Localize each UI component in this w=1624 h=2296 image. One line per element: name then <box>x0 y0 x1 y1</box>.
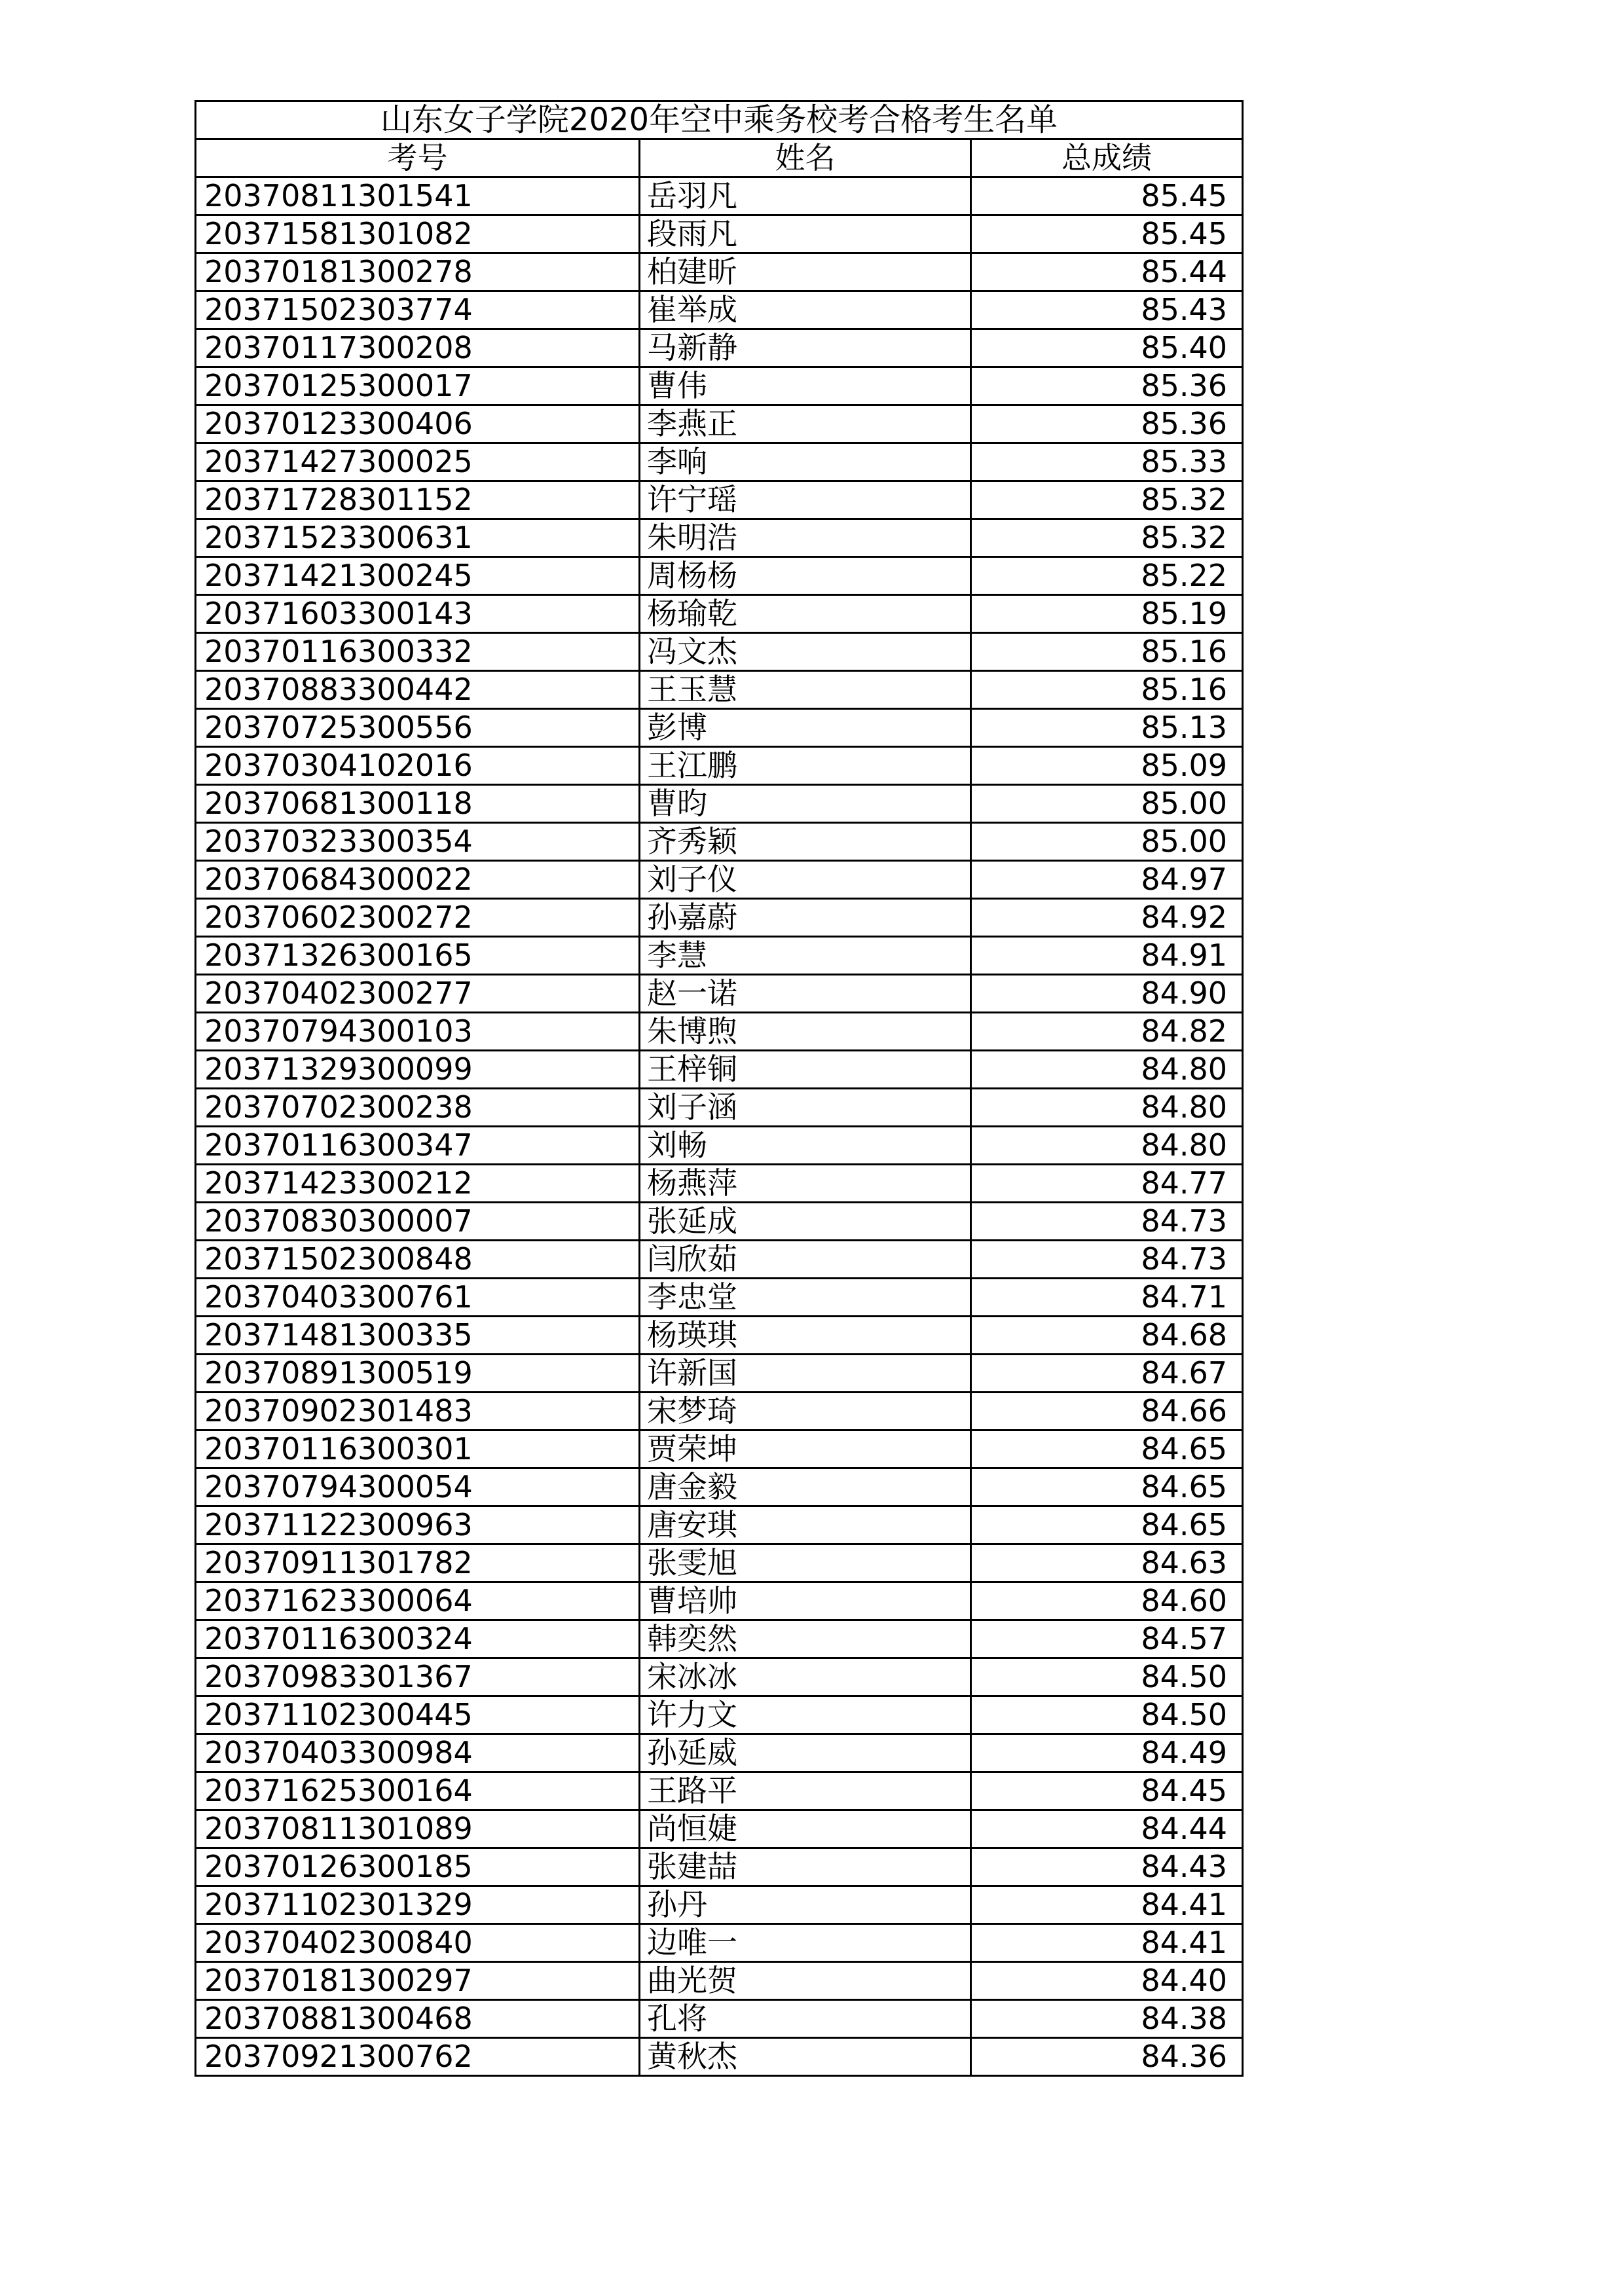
table-row <box>196 937 1243 975</box>
cell-score: 84.80 <box>971 1127 1243 1165</box>
cell-score: 84.82 <box>971 1013 1243 1051</box>
cell-name: 李燕正 <box>640 405 971 443</box>
cell-exam-id: 20371502303774 <box>196 291 640 329</box>
cell-exam-id: 20371603300143 <box>196 595 640 633</box>
cell-score: 84.40 <box>971 1962 1243 2000</box>
table-row <box>196 253 1243 291</box>
table-row <box>196 1848 1243 1886</box>
cell-score: 85.00 <box>971 785 1243 823</box>
cell-score: 84.36 <box>971 2038 1243 2076</box>
table-row <box>196 519 1243 557</box>
cell-score: 84.66 <box>971 1393 1243 1430</box>
cell-name: 孙延威 <box>640 1734 971 1772</box>
cell-score: 85.19 <box>971 595 1243 633</box>
cell-name: 刘子涵 <box>640 1089 971 1127</box>
cell-score: 85.16 <box>971 671 1243 709</box>
cell-exam-id: 20370911301782 <box>196 1544 640 1582</box>
cell-name: 齐秀颖 <box>640 823 971 861</box>
cell-score: 85.36 <box>971 367 1243 405</box>
cell-name: 曹培帅 <box>640 1582 971 1620</box>
cell-score: 85.16 <box>971 633 1243 671</box>
table-row <box>196 1430 1243 1468</box>
table-row <box>196 1203 1243 1241</box>
cell-name: 宋冰冰 <box>640 1658 971 1696</box>
cell-score: 84.50 <box>971 1658 1243 1696</box>
cell-name: 唐金毅 <box>640 1468 971 1506</box>
cell-name: 冯文杰 <box>640 633 971 671</box>
cell-score: 84.41 <box>971 1924 1243 1962</box>
cell-score: 84.65 <box>971 1506 1243 1544</box>
table-row <box>196 405 1243 443</box>
cell-score: 85.09 <box>971 747 1243 785</box>
table-row <box>196 1013 1243 1051</box>
table-body <box>196 177 1243 2076</box>
cell-name: 尚恒婕 <box>640 1810 971 1848</box>
table-row <box>196 1772 1243 1810</box>
cell-name: 彭博 <box>640 709 971 747</box>
cell-exam-id: 20371623300064 <box>196 1582 640 1620</box>
cell-exam-id: 20370983301367 <box>196 1658 640 1696</box>
table-row <box>196 1734 1243 1772</box>
cell-score: 85.43 <box>971 291 1243 329</box>
table-row <box>196 1127 1243 1165</box>
cell-score: 84.71 <box>971 1279 1243 1317</box>
cell-exam-id: 20371421300245 <box>196 557 640 595</box>
cell-name: 张雯旭 <box>640 1544 971 1582</box>
cell-score: 85.13 <box>971 709 1243 747</box>
cell-name: 曹昀 <box>640 785 971 823</box>
cell-exam-id: 20371502300848 <box>196 1241 640 1279</box>
cell-score: 84.92 <box>971 899 1243 937</box>
table-row <box>196 1696 1243 1734</box>
table-row <box>196 291 1243 329</box>
table-row <box>196 1506 1243 1544</box>
cell-name: 杨燕萍 <box>640 1165 971 1203</box>
table-row <box>196 2038 1243 2076</box>
cell-score: 84.63 <box>971 1544 1243 1582</box>
cell-name: 李响 <box>640 443 971 481</box>
cell-name: 孙嘉蔚 <box>640 899 971 937</box>
cell-score: 84.44 <box>971 1810 1243 1848</box>
cell-score: 84.80 <box>971 1089 1243 1127</box>
cell-name: 唐安琪 <box>640 1506 971 1544</box>
cell-name: 边唯一 <box>640 1924 971 1962</box>
cell-score: 85.33 <box>971 443 1243 481</box>
table-row <box>196 1810 1243 1848</box>
cell-score: 85.00 <box>971 823 1243 861</box>
cell-score: 85.40 <box>971 329 1243 367</box>
cell-exam-id: 20371102300445 <box>196 1696 640 1734</box>
cell-score: 85.32 <box>971 519 1243 557</box>
cell-score: 85.22 <box>971 557 1243 595</box>
cell-score: 85.36 <box>971 405 1243 443</box>
table-row <box>196 443 1243 481</box>
cell-exam-id: 20370794300103 <box>196 1013 640 1051</box>
cell-name: 段雨凡 <box>640 215 971 253</box>
cell-exam-id: 20370794300054 <box>196 1468 640 1506</box>
cell-exam-id: 20370725300556 <box>196 709 640 747</box>
cell-name: 韩奕然 <box>640 1620 971 1658</box>
cell-exam-id: 20370921300762 <box>196 2038 640 2076</box>
cell-exam-id: 20370323300354 <box>196 823 640 861</box>
cell-name: 朱明浩 <box>640 519 971 557</box>
table-row <box>196 861 1243 899</box>
cell-name: 闫欣茹 <box>640 1241 971 1279</box>
cell-name: 刘畅 <box>640 1127 971 1165</box>
cell-name: 李慧 <box>640 937 971 975</box>
table-row <box>196 595 1243 633</box>
cell-score: 84.65 <box>971 1430 1243 1468</box>
cell-exam-id: 20370402300840 <box>196 1924 640 1962</box>
cell-name: 贾荣坤 <box>640 1430 971 1468</box>
cell-exam-id: 20371728301152 <box>196 481 640 519</box>
cell-exam-id: 20370702300238 <box>196 1089 640 1127</box>
cell-exam-id: 20371122300963 <box>196 1506 640 1544</box>
cell-score: 84.65 <box>971 1468 1243 1506</box>
cell-name: 许宁瑶 <box>640 481 971 519</box>
cell-name: 王梓铜 <box>640 1051 971 1089</box>
cell-score: 84.60 <box>971 1582 1243 1620</box>
cell-exam-id: 20371329300099 <box>196 1051 640 1089</box>
table-row <box>196 1089 1243 1127</box>
cell-score: 84.43 <box>971 1848 1243 1886</box>
cell-exam-id: 20370116300332 <box>196 633 640 671</box>
table-row <box>196 633 1243 671</box>
cell-score: 85.32 <box>971 481 1243 519</box>
table-row <box>196 1658 1243 1696</box>
cell-exam-id: 20370126300185 <box>196 1848 640 1886</box>
table-row <box>196 1051 1243 1089</box>
table-row <box>196 2000 1243 2038</box>
cell-name: 曲光贺 <box>640 1962 971 2000</box>
table-row <box>196 1165 1243 1203</box>
cell-exam-id: 20371481300335 <box>196 1317 640 1355</box>
cell-name: 王玉慧 <box>640 671 971 709</box>
table-row <box>196 367 1243 405</box>
cell-exam-id: 20370891300519 <box>196 1355 640 1393</box>
table-row <box>196 1886 1243 1924</box>
cell-exam-id: 20370830300007 <box>196 1203 640 1241</box>
cell-exam-id: 20370402300277 <box>196 975 640 1013</box>
cell-name: 张建喆 <box>640 1848 971 1886</box>
cell-exam-id: 20370883300442 <box>196 671 640 709</box>
table-row <box>196 671 1243 709</box>
cell-score: 84.91 <box>971 937 1243 975</box>
cell-exam-id: 20370684300022 <box>196 861 640 899</box>
cell-name: 宋梦琦 <box>640 1393 971 1430</box>
cell-score: 84.45 <box>971 1772 1243 1810</box>
title-row <box>196 101 1243 139</box>
cell-name: 刘子仪 <box>640 861 971 899</box>
cell-score: 84.97 <box>971 861 1243 899</box>
table-row <box>196 709 1243 747</box>
cell-name: 孙丹 <box>640 1886 971 1924</box>
cell-score: 84.68 <box>971 1317 1243 1355</box>
header-row <box>196 139 1243 177</box>
cell-name: 杨瑛琪 <box>640 1317 971 1355</box>
table-row <box>196 1620 1243 1658</box>
cell-exam-id: 20371523300631 <box>196 519 640 557</box>
cell-exam-id: 20370681300118 <box>196 785 640 823</box>
table-row <box>196 1355 1243 1393</box>
table-row <box>196 975 1243 1013</box>
cell-exam-id: 20370811301089 <box>196 1810 640 1848</box>
table-row <box>196 785 1243 823</box>
cell-score: 84.73 <box>971 1203 1243 1241</box>
cell-name: 许力文 <box>640 1696 971 1734</box>
cell-exam-id: 20370125300017 <box>196 367 640 405</box>
cell-exam-id: 20371326300165 <box>196 937 640 975</box>
cell-exam-id: 20370811301541 <box>196 177 640 215</box>
table-row <box>196 1393 1243 1430</box>
cell-name: 许新国 <box>640 1355 971 1393</box>
table-row <box>196 1582 1243 1620</box>
table-row <box>196 481 1243 519</box>
cell-exam-id: 20370304102016 <box>196 747 640 785</box>
cell-name: 柏建昕 <box>640 253 971 291</box>
cell-score: 85.45 <box>971 215 1243 253</box>
cell-name: 杨瑜乾 <box>640 595 971 633</box>
table-row <box>196 1241 1243 1279</box>
cell-score: 84.38 <box>971 2000 1243 2038</box>
table-row <box>196 215 1243 253</box>
column-header-name: 姓名 <box>640 139 971 177</box>
table-row <box>196 899 1243 937</box>
cell-score: 84.80 <box>971 1051 1243 1089</box>
table-row <box>196 1279 1243 1317</box>
table-row <box>196 1317 1243 1355</box>
cell-name: 王路平 <box>640 1772 971 1810</box>
table-row <box>196 823 1243 861</box>
cell-name: 崔举成 <box>640 291 971 329</box>
cell-score: 84.73 <box>971 1241 1243 1279</box>
cell-exam-id: 20370123300406 <box>196 405 640 443</box>
cell-exam-id: 20371427300025 <box>196 443 640 481</box>
cell-exam-id: 20370116300324 <box>196 1620 640 1658</box>
cell-score: 84.41 <box>971 1886 1243 1924</box>
cell-name: 马新静 <box>640 329 971 367</box>
cell-exam-id: 20371581301082 <box>196 215 640 253</box>
cell-name: 王江鹏 <box>640 747 971 785</box>
table-row <box>196 557 1243 595</box>
table-row <box>196 1924 1243 1962</box>
cell-exam-id: 20370181300297 <box>196 1962 640 2000</box>
cell-name: 曹伟 <box>640 367 971 405</box>
cell-name: 岳羽凡 <box>640 177 971 215</box>
cell-score: 84.67 <box>971 1355 1243 1393</box>
cell-exam-id: 20371625300164 <box>196 1772 640 1810</box>
cell-score: 84.77 <box>971 1165 1243 1203</box>
cell-score: 84.49 <box>971 1734 1243 1772</box>
cell-exam-id: 20370181300278 <box>196 253 640 291</box>
cell-score: 85.45 <box>971 177 1243 215</box>
candidate-table <box>194 100 1244 2077</box>
cell-exam-id: 20370902301483 <box>196 1393 640 1430</box>
cell-exam-id: 20370116300301 <box>196 1430 640 1468</box>
cell-name: 张延成 <box>640 1203 971 1241</box>
cell-score: 84.50 <box>971 1696 1243 1734</box>
table-row <box>196 1962 1243 2000</box>
cell-name: 黄秋杰 <box>640 2038 971 2076</box>
table-row <box>196 1468 1243 1506</box>
cell-score: 84.57 <box>971 1620 1243 1658</box>
cell-score: 85.44 <box>971 253 1243 291</box>
table-row <box>196 747 1243 785</box>
cell-name: 朱博煦 <box>640 1013 971 1051</box>
column-header-score: 总成绩 <box>971 139 1243 177</box>
cell-exam-id: 20370403300984 <box>196 1734 640 1772</box>
cell-exam-id: 20370116300347 <box>196 1127 640 1165</box>
cell-name: 周杨杨 <box>640 557 971 595</box>
column-header-id: 考号 <box>196 139 640 177</box>
cell-name: 孔将 <box>640 2000 971 2038</box>
cell-name: 赵一诺 <box>640 975 971 1013</box>
cell-exam-id: 20370881300468 <box>196 2000 640 2038</box>
table-row <box>196 329 1243 367</box>
table-row <box>196 1544 1243 1582</box>
cell-exam-id: 20370602300272 <box>196 899 640 937</box>
cell-exam-id: 20370403300761 <box>196 1279 640 1317</box>
cell-score: 84.90 <box>971 975 1243 1013</box>
table-row <box>196 177 1243 215</box>
cell-exam-id: 20370117300208 <box>196 329 640 367</box>
cell-exam-id: 20371102301329 <box>196 1886 640 1924</box>
cell-name: 李忠堂 <box>640 1279 971 1317</box>
cell-exam-id: 20371423300212 <box>196 1165 640 1203</box>
page-title: 山东女子学院2020年空中乘务校考合格考生名单 <box>196 101 1243 139</box>
